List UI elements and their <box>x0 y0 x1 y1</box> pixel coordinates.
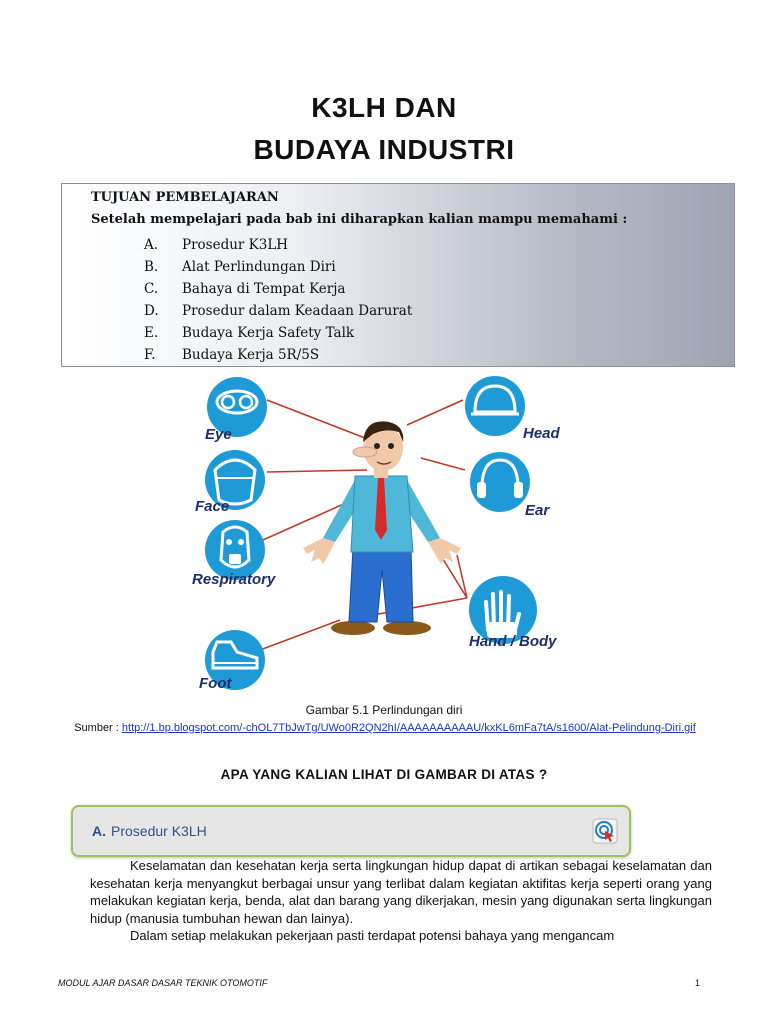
section-letter: A. <box>92 823 106 839</box>
section-title: Prosedur K3LH <box>111 823 207 839</box>
objectives-intro: Setelah mempelajari pada bab ini diharapkan kalian mampu memahami : <box>91 212 628 227</box>
section-a-body <box>90 857 712 945</box>
objectives-heading: TUJUAN PEMBELAJARAN <box>91 190 279 205</box>
objective-letter: C. <box>144 281 159 297</box>
objective-item <box>144 256 412 278</box>
target-cursor-icon[interactable] <box>592 818 618 844</box>
page-title-line-2: BUDAYA INDUSTRI <box>253 134 515 165</box>
source-link[interactable]: http://1.bp.blogspot.com/-chOL7TbJwTg/UWo0R2QN2hI/AAAAAAAAAAU/kxKL6mFa7tA/s1600/Alat-Pelindung-Diri.gif <box>121 722 696 734</box>
objective-item <box>144 278 412 300</box>
eye-label: Eye <box>205 426 232 443</box>
learning-objectives-box <box>61 183 735 367</box>
objective-item <box>144 344 412 366</box>
objective-letter: F. <box>144 347 156 363</box>
head-protection-icon <box>465 376 525 436</box>
respiratory-label: Respiratory <box>192 571 276 588</box>
objective-text: Bahaya di Tempat Kerja <box>182 281 346 297</box>
objective-letter: A. <box>144 237 159 253</box>
objective-item <box>144 234 412 256</box>
source-prefix: Sumber : <box>74 722 122 734</box>
objective-letter: E. <box>144 325 159 341</box>
objective-letter: B. <box>144 259 159 275</box>
objective-text: Alat Perlindungan Diri <box>182 259 336 275</box>
ppe-illustration <box>185 370 585 700</box>
objective-text: Budaya Kerja 5R/5S <box>182 347 320 363</box>
objectives-list <box>144 234 412 366</box>
page-title-line-1: K3LH DAN <box>311 92 457 123</box>
footer-page-number: 1 <box>695 978 701 988</box>
objective-text: Budaya Kerja Safety Talk <box>182 325 355 341</box>
ear-label: Ear <box>525 502 550 519</box>
foot-label: Foot <box>199 675 232 692</box>
figure-source <box>60 721 710 736</box>
reflection-question: APA YANG KALIAN LIHAT DI GAMBAR DI ATAS ? <box>220 767 548 782</box>
objective-text: Prosedur dalam Keadaan Darurat <box>182 303 413 319</box>
objective-item <box>144 322 412 344</box>
face-label: Face <box>195 498 230 515</box>
head-label: Head <box>523 425 560 442</box>
section-a-header <box>71 805 631 857</box>
body-paragraph: Dalam setiap melakukan pekerjaan pasti terdapat potensi bahaya yang mengancam <box>130 928 615 943</box>
body-paragraph: Keselamatan dan kesehatan kerja serta lingkungan hidup dapat di artikan sebagai keselamatan dan kesehatan kerja menyangkut berbagai unsur yang terlibat dalam kegiatan aktifitas kerja seperti orang yang melakukan kegiatan kerja, benda, alat dan barang yang dikerjakan, mesin yang digunakan serta lingkungan hidup (manusia tumbuhan hewan dan lainya). <box>90 858 712 926</box>
figure-caption: Gambar 5.1 Perlindungan diri <box>305 703 463 717</box>
objective-letter: D. <box>144 303 159 319</box>
hand-body-label: Hand / Body <box>469 633 557 650</box>
footer-module-name: MODUL AJAR DASAR DASAR TEKNIK OTOMOTIF <box>58 978 268 988</box>
objective-text: Prosedur K3LH <box>182 237 289 253</box>
ear-protection-icon <box>470 452 530 512</box>
objective-item <box>144 300 412 322</box>
